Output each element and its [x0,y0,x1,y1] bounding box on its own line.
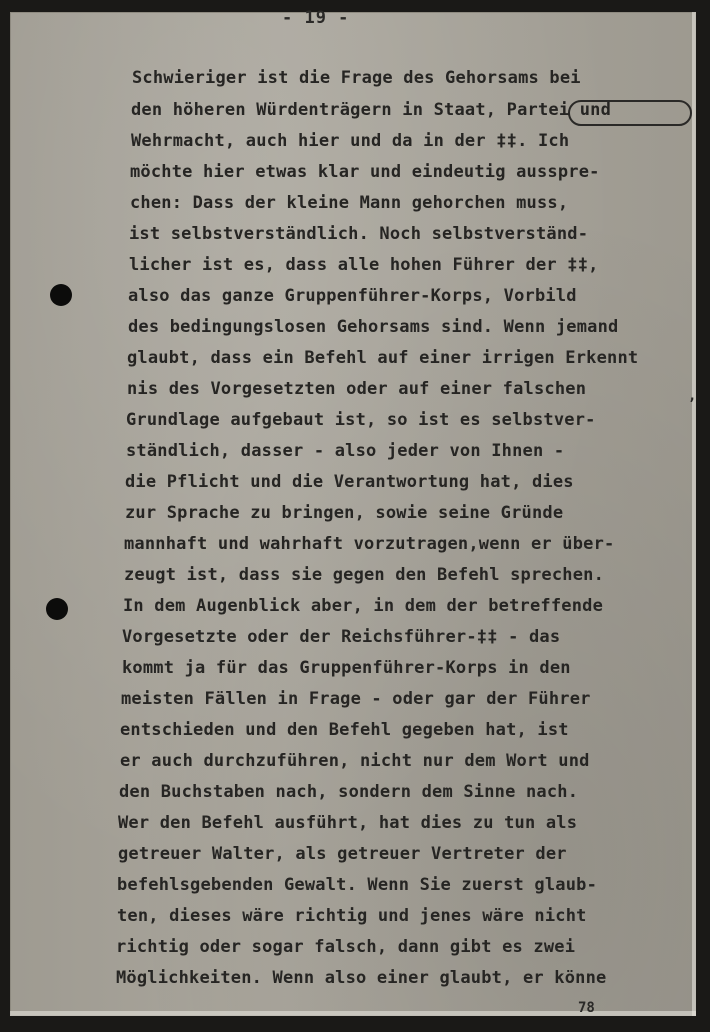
text-line: möchte hier etwas klar und eindeutig ausspre- [130,162,600,182]
text-line: Grundlage aufgebaut ist, so ist es selbstver- [126,410,596,430]
text-line: den höheren Würdenträgern in Staat, Partei und [131,100,612,120]
text-line: chen: Dass der kleine Mann gehorchen muss, [130,193,569,213]
text-line: kommt ja für das Gruppenführer-Korps in den [122,658,571,678]
text-line: getreuer Walter, als getreuer Vertreter der [118,844,567,864]
text-line: ist selbstverständlich. Noch selbstverständ- [129,224,589,244]
text-line: nis des Vorgesetzten oder auf einer falschen [127,379,587,399]
text-line: mannhaft und wahrhaft vorzutragen,wenn er über- [124,534,615,554]
footer-page-number: 78 [578,1000,595,1016]
margin-mark: , [688,388,697,404]
text-line: befehlsgebenden Gewalt. Wenn Sie zuerst glaub- [117,875,598,895]
text-line: den Buchstaben nach, sondern dem Sinne nach. [119,782,579,802]
text-line: meisten Fällen in Frage - oder gar der Führer [121,689,591,709]
text-line: zur Sprache zu bringen, sowie seine Gründe [125,503,564,523]
page-number: - 19 - [282,8,350,28]
text-line: Wehrmacht, auch hier und da in der ‡‡. Ich [131,131,570,151]
text-line: zeugt ist, dass sie gegen den Befehl sprechen. [124,565,605,585]
text-line: des bedingungslosen Gehorsams sind. Wenn jemand [128,317,619,337]
text-line: entschieden und den Befehl gegeben hat, ist [120,720,569,740]
text-line: ten, dieses wäre richtig und jenes wäre nicht [117,906,587,926]
text-line: richtig oder sogar falsch, dann gibt es zwei [116,937,576,957]
text-line: glaubt, dass ein Befehl auf einer irrigen Erkennt [127,348,639,368]
text-line: also das ganze Gruppenführer-Korps, Vorbild [128,286,577,306]
text-line: Vorgesetzte oder der Reichsführer-‡‡ - das [122,627,561,647]
text-line: In dem Augenblick aber, in dem der betreffende [123,596,604,616]
text-line: licher ist es, dass alle hohen Führer der ‡‡, [129,255,599,275]
text-line: Schwieriger ist die Frage des Gehorsams bei [132,68,581,88]
text-line: ständlich, dasser - also jeder von Ihnen - [126,441,565,461]
text-line: die Pflicht und die Verantwortung hat, dies [125,472,574,492]
text-line: Wer den Befehl ausführt, hat dies zu tun als [118,813,578,833]
text-line: er auch durchzuführen, nicht nur dem Wort und [120,751,590,771]
text-line: Möglichkeiten. Wenn also einer glaubt, er könne [116,968,607,988]
